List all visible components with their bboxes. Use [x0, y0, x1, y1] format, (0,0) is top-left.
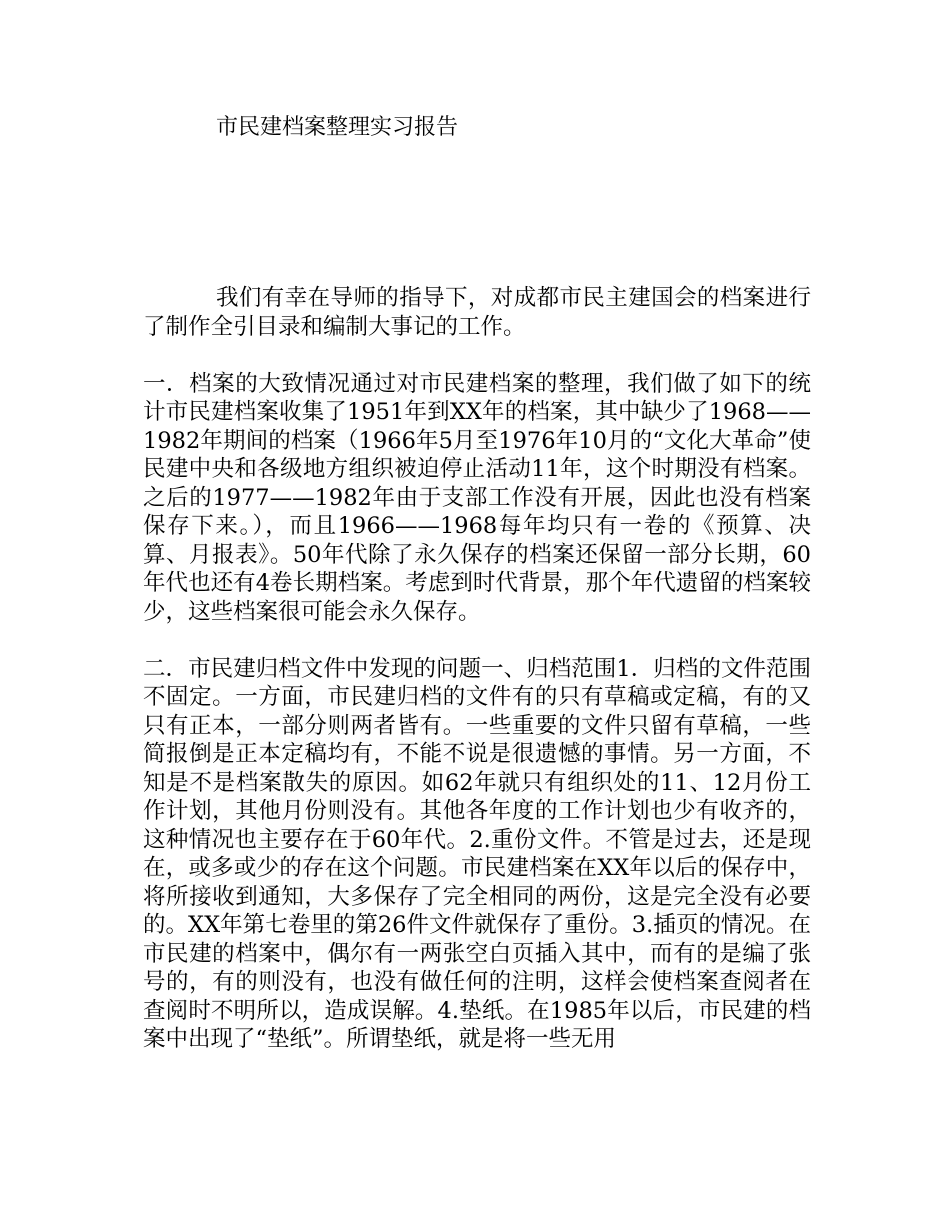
document-body — [143, 284, 811, 1054]
section-two-paragraph: 二．市民建归档文件中发现的问题一、归档范围1．归档的文件范围不固定。一方面，市民建归档的文件有的只有草稿或定稿，有的又只有正本，一部分则两者皆有。一些重要的文件只留有草稿，一些简报倒是正本定稿均有，不能不说是很遗憾的事情。另一方面，不知是不是档案散失的原因。如62年就只有组织处的11、12月份工作计划，其他月份则没有。其他各年度的工作计划也少有收齐的，这种情况也主要存在于60年代。2.重份文件。不管是过去，还是现在，或多或少的存在这个问题。市民建档案在XX年以后的保存中，将所接收到通知，大多保存了完全相同的两份，这是完全没有必要的。XX年第七卷里的第26件文件就保存了重份。3.插页的情况。在市民建的档案中，偶尔有一两张空白页插入其中，而有的是编了张号的，有的则没有，也没有做任何的注明，这样会使档案查阅者在查阅时不明所以，造成误解。4.垫纸。在1985年以后，市民建的档案中出现了“垫纸”。所谓垫纸，就是将一些无用 — [143, 655, 811, 1052]
document-title: 市民建档案整理实习报告 — [216, 115, 459, 140]
section-one-paragraph: 一．档案的大致情况通过对市民建档案的整理，我们做了如下的统计市民建档案收集了1951年到XX年的档案，其中缺少了1968——1982年期间的档案（1966年5月至1976年10月的“文化大革命”使民建中央和各级地方组织被迫停止活动11年，这个时期没有档案。之后的1977——1982年由于支部工作没有开展，因此也没有档案保存下来。），而且1966——1968每年均只有一卷的《预算、决算、月报表》。50年代除了永久保存的档案还保留一部分长期，60年代也还有4卷长期档案。考虑到时代背景，那个年代遗留的档案较少，这些档案很可能会永久保存。 — [143, 370, 811, 625]
paragraph-spacer — [143, 626, 811, 655]
intro-paragraph: 我们有幸在导师的指导下，对成都市民主建国会的档案进行了制作全引目录和编制大事记的工作。 — [143, 285, 811, 340]
paragraph-spacer — [143, 341, 811, 370]
